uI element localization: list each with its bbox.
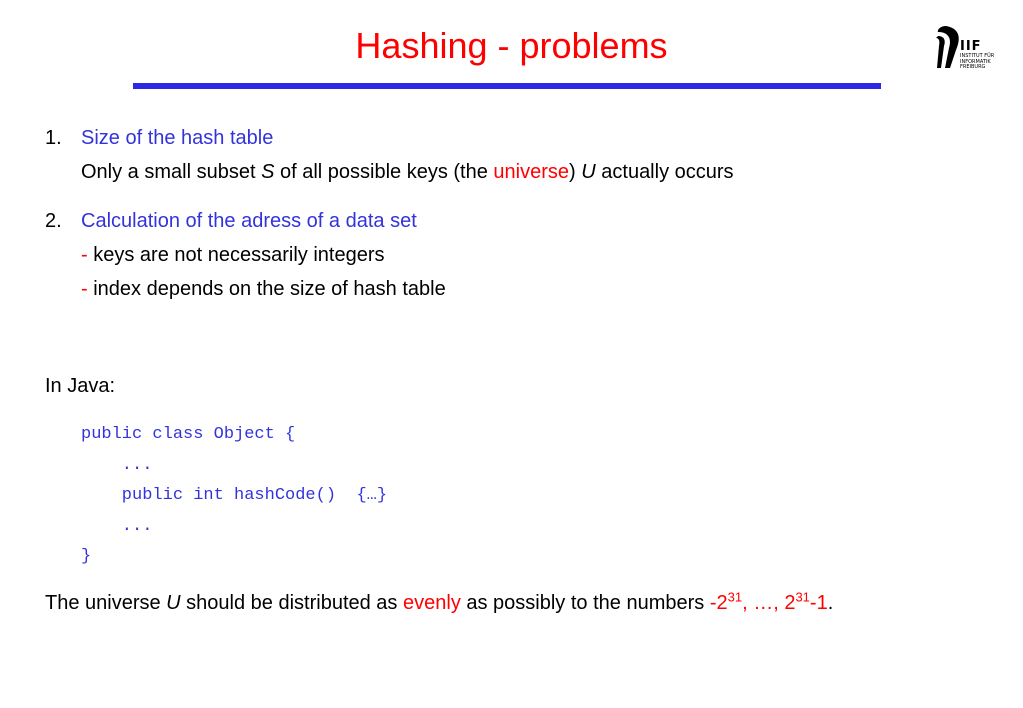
bullet-dash-1: -	[81, 244, 88, 266]
conclusion-text-c: as possibly to the numbers	[460, 592, 710, 614]
conclusion-text-a: The universe	[45, 592, 167, 614]
item-2-bullet-2	[81, 277, 446, 301]
item-1-text-d: actually occurs	[595, 161, 734, 183]
logo-line-3: FREIBURG	[960, 64, 986, 70]
code-line-1: public class Object {	[81, 425, 296, 444]
item-2-heading: Calculation of the adress of a data set	[81, 210, 417, 232]
code-line-2: ...	[81, 456, 153, 475]
range-exponent-2: 31	[795, 589, 810, 605]
logo-line-2: INFORMATIK	[960, 58, 991, 65]
evenly-word: evenly	[403, 592, 461, 614]
item-1-number: 1.	[45, 127, 62, 149]
item-1-heading: Size of the hash table	[81, 127, 274, 149]
code-line-5: }	[81, 547, 92, 566]
logo-letters: IIF	[960, 39, 982, 54]
item-2-bullet-1	[81, 243, 384, 267]
conclusion-period: .	[827, 592, 834, 614]
conclusion-var-u: U	[166, 592, 181, 614]
logo-line-1: INSTITUT FÜR	[960, 53, 995, 59]
item-1-text-b: of all possible keys (the	[274, 161, 494, 183]
item-1-text-c: )	[569, 161, 582, 183]
code-line-3: public int hashCode() {…}	[81, 486, 388, 505]
slide-title: Hashing - problems	[355, 25, 668, 66]
range-end: -1	[809, 592, 828, 614]
title-underline	[133, 83, 881, 89]
code-line-4: ...	[81, 517, 153, 536]
range-expression	[709, 589, 828, 614]
logo-flame-icon	[936, 26, 960, 68]
item-2-bullet-2-text: index depends on the size of hash table	[87, 278, 446, 300]
java-label: In Java:	[45, 375, 116, 397]
range-start: -2	[709, 592, 728, 614]
item-1-var-u: U	[581, 161, 596, 183]
item-1-description	[81, 160, 734, 184]
conclusion-sentence	[45, 591, 833, 615]
item-1-universe-word: universe	[493, 161, 570, 183]
item-1-var-s: S	[261, 161, 275, 183]
item-2-number: 2.	[45, 210, 62, 232]
range-exponent-1: 31	[727, 589, 743, 605]
logo-institute-text	[960, 54, 996, 71]
item-1-text-a: Only a small subset	[81, 161, 262, 183]
iif-logo	[936, 26, 995, 82]
range-middle: , …, 2	[742, 592, 796, 614]
item-2-bullet-1-text: keys are not necessarily integers	[87, 244, 385, 266]
conclusion-text-b: should be distributed as	[180, 592, 403, 614]
bullet-dash-2: -	[81, 278, 88, 300]
